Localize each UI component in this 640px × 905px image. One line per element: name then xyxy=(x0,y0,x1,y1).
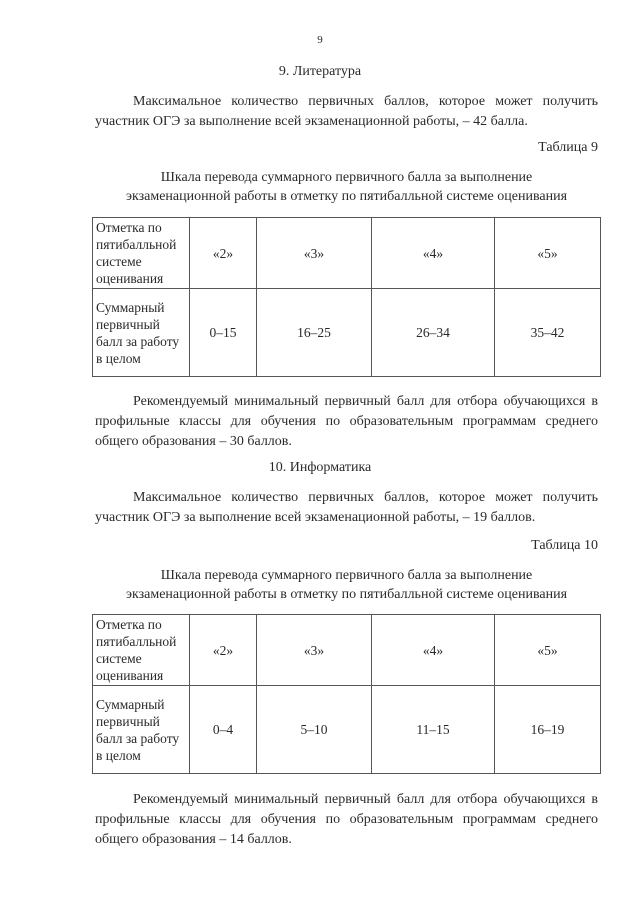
table-10-label: Таблица 10 xyxy=(531,538,598,553)
table-cell: 0–15 xyxy=(190,289,257,377)
table-cell: «3» xyxy=(257,615,372,686)
section-10-max-score-text: Максимальное количество первичных баллов, которое может получить участник ОГЭ за выполнение всей экзаменационной работы, – 19 баллов. xyxy=(95,490,598,525)
section-10-min-score-text: Рекомендуемый минимальный первичный балл для отбора обучающихся в профильные классы для обучения по образовательным программам среднего общего образования – 14 баллов. xyxy=(95,792,598,847)
table-row xyxy=(93,289,601,377)
table-cell: «5» xyxy=(495,218,601,289)
table-10 xyxy=(92,614,601,774)
section-9-max-score-text: Максимальное количество первичных баллов, которое может получить участник ОГЭ за выполнение всей экзаменационной работы, – 42 балла. xyxy=(95,94,598,129)
table-cell: 5–10 xyxy=(257,686,372,774)
section-9-max-score-paragraph xyxy=(95,92,598,132)
table-10-caption-line1: Шкала перевода суммарного первичного балла за выполнение xyxy=(160,568,533,583)
table-9-caption-line1: Шкала перевода суммарного первичного балла за выполнение xyxy=(160,170,533,185)
table-cell: 26–34 xyxy=(372,289,495,377)
table-10-caption-line2: экзаменационной работы в отметку по пятибалльной системе оценивания xyxy=(125,587,568,602)
table-9-caption xyxy=(95,168,598,206)
section-10-min-score-paragraph xyxy=(95,790,598,850)
table-row xyxy=(93,615,601,686)
table-cell: «2» xyxy=(190,218,257,289)
section-9-min-score-paragraph xyxy=(95,392,598,452)
table-cell: 0–4 xyxy=(190,686,257,774)
section-9-min-score-text: Рекомендуемый минимальный первичный балл для отбора обучающихся в профильные классы для обучения по образовательным программам среднего общего образования – 30 баллов. xyxy=(95,394,598,449)
section-9-heading: 9. Литература xyxy=(278,64,362,79)
table-10-caption xyxy=(95,566,598,604)
section-10-heading: 10. Информатика xyxy=(268,460,372,475)
table-10-score-header: Суммарный первичный балл за работу в целом xyxy=(93,686,190,774)
table-9-label: Таблица 9 xyxy=(538,140,598,155)
table-cell: 16–25 xyxy=(257,289,372,377)
table-9-caption-line2: экзаменационной работы в отметку по пятибалльной системе оценивания xyxy=(125,189,568,204)
table-cell: 11–15 xyxy=(372,686,495,774)
table-cell: «2» xyxy=(190,615,257,686)
table-9 xyxy=(92,217,601,377)
table-cell: 35–42 xyxy=(495,289,601,377)
table-cell: «5» xyxy=(495,615,601,686)
table-row xyxy=(93,686,601,774)
table-row xyxy=(93,218,601,289)
table-cell: «3» xyxy=(257,218,372,289)
table-cell: 16–19 xyxy=(495,686,601,774)
table-cell: «4» xyxy=(372,615,495,686)
section-10-max-score-paragraph xyxy=(95,488,598,528)
table-10-grade-header: Отметка по пятибалльной системе оценивания xyxy=(93,615,190,686)
table-cell: «4» xyxy=(372,218,495,289)
table-9-grade-header: Отметка по пятибалльной системе оценивания xyxy=(93,218,190,289)
table-9-score-header: Суммарный первичный балл за работу в целом xyxy=(93,289,190,377)
page-number: 9 xyxy=(317,34,323,46)
